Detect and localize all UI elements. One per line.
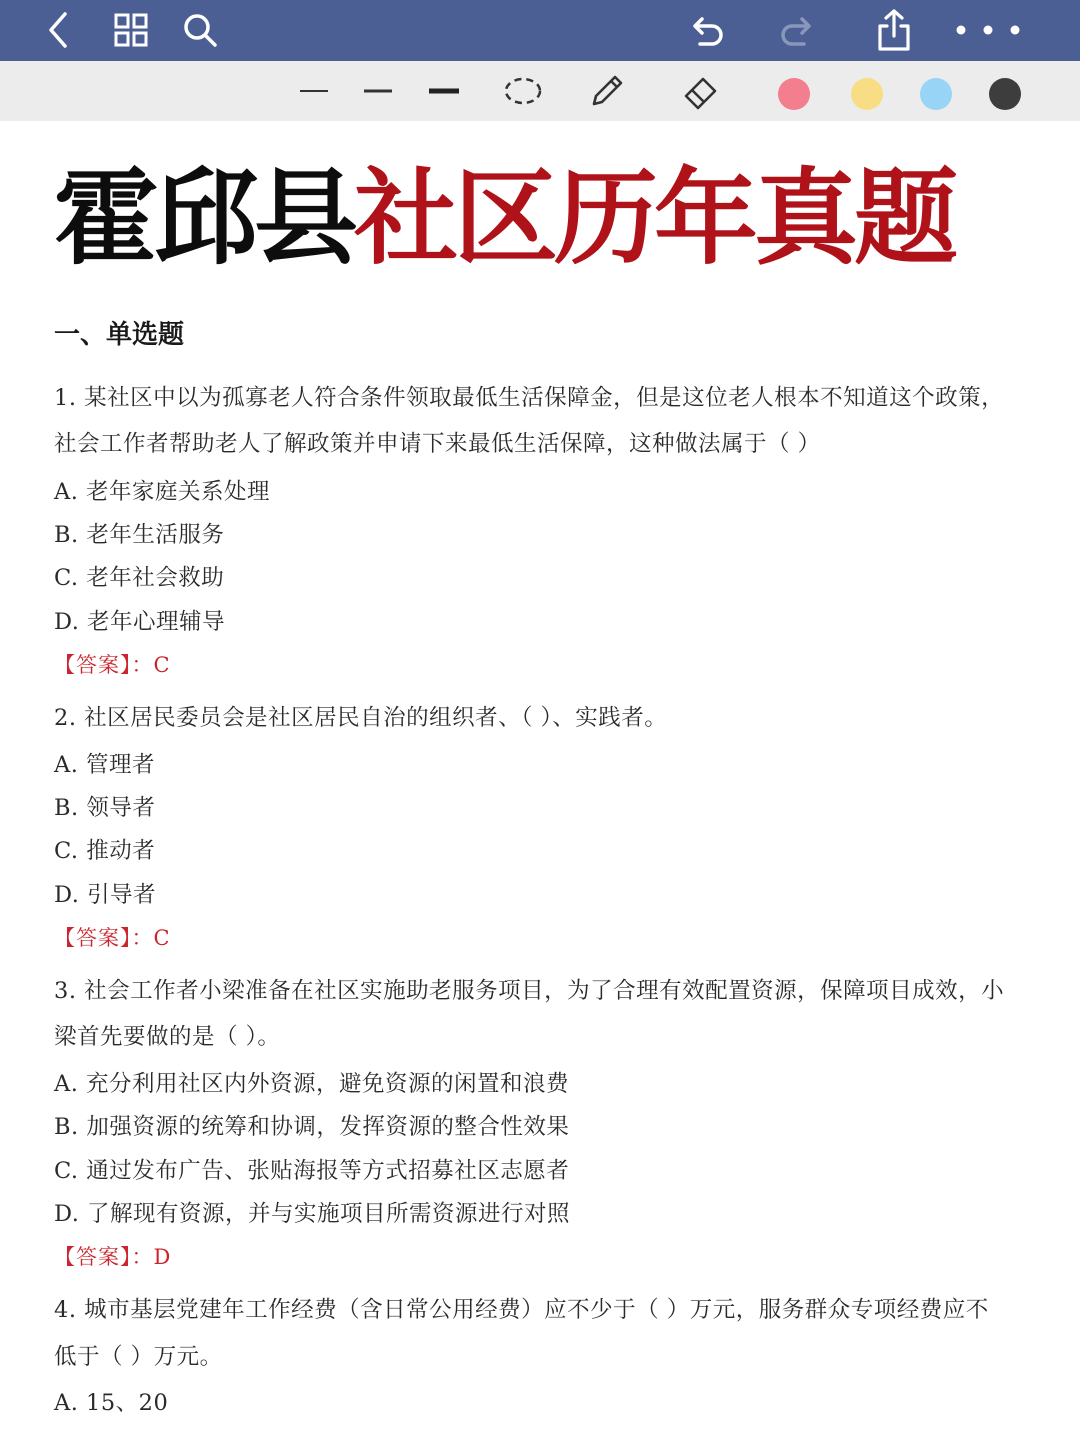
question-3-option-b: B. 加强资源的统筹和协调，发挥资源的整合性效果 (54, 1114, 570, 1140)
line-thin-icon[interactable] (296, 67, 332, 115)
undo-icon[interactable] (682, 6, 730, 54)
question-3-option-c: C. 通过发布广告、张贴海报等方式招募社区志愿者 (54, 1158, 570, 1184)
question-1-stem-line-2: 社会工作者帮助老人了解政策并申请下来最低生活保障，这种做法属于（ ） (54, 431, 821, 457)
question-2-answer: 【答案】：C (54, 926, 171, 950)
document-page[interactable] (0, 121, 1080, 1440)
grid-icon[interactable] (107, 6, 155, 54)
question-2-option-a: A. 管理者 (54, 752, 156, 778)
question-2-option-c: C. 推动者 (54, 838, 156, 864)
question-1-option-c: C. 老年社会救助 (54, 565, 225, 591)
question-4-stem-line-2: 低于（ ）万元。 (54, 1344, 223, 1370)
share-icon[interactable] (870, 6, 918, 54)
line-thick-icon[interactable] (426, 67, 462, 115)
eraser-icon[interactable] (678, 67, 724, 115)
section-heading: 一、单选题 (54, 320, 185, 350)
color-swatch-pink[interactable] (778, 78, 810, 110)
color-swatch-light-blue[interactable] (920, 78, 952, 110)
top-app-bar (0, 0, 1080, 61)
question-1-option-a: A. 老年家庭关系处理 (54, 479, 271, 505)
question-1-stem-line-1: 1. 某社区中以为孤寡老人符合条件领取最低生活保障金，但是这位老人根本不知道这个政策， (54, 385, 1005, 411)
question-1-option-d: D. 老年心理辅导 (54, 609, 226, 635)
question-3-answer: 【答案】：D (54, 1245, 172, 1269)
question-2-stem-line-1: 2. 社区居民委员会是社区居民自治的组织者、（ ）、实践者。 (54, 705, 668, 731)
question-3-stem-line-1: 3. 社会工作者小梁准备在社区实施助老服务项目，为了合理有效配置资源，保障项目成效，小 (54, 978, 1005, 1004)
question-2-option-d: D. 引导者 (54, 882, 157, 908)
lasso-icon[interactable] (500, 67, 546, 115)
more-icon[interactable] (950, 6, 1026, 54)
question-3-option-a: A. 充分利用社区内外资源，避免资源的闲置和浪费 (54, 1071, 570, 1097)
pencil-icon[interactable] (584, 67, 630, 115)
question-2-option-b: B. 领导者 (54, 795, 156, 821)
title-county: 霍邱县 (54, 157, 355, 279)
question-1-option-b: B. 老年生活服务 (54, 522, 225, 548)
question-1-answer: 【答案】：C (54, 653, 171, 677)
page-title (54, 153, 1054, 283)
line-medium-icon[interactable] (360, 67, 396, 115)
question-4-stem-line-1: 4. 城市基层党建年工作经费（含日常公用经费）应不少于（ ）万元，服务群众专项经费应不 (54, 1297, 989, 1323)
back-icon[interactable] (34, 6, 82, 54)
search-icon[interactable] (176, 6, 224, 54)
annotation-toolbar (0, 61, 1080, 121)
title-subject: 社区历年真题 (354, 157, 955, 279)
question-3-option-d: D. 了解现有资源，并与实施项目所需资源进行对照 (54, 1201, 571, 1227)
redo-icon[interactable] (774, 6, 822, 54)
color-swatch-yellow[interactable] (851, 78, 883, 110)
color-swatch-dark-gray[interactable] (989, 78, 1021, 110)
question-3-stem-line-2: 梁首先要做的是（ ）。 (54, 1024, 281, 1050)
question-4-option-a: A. 15、20 (54, 1390, 169, 1416)
